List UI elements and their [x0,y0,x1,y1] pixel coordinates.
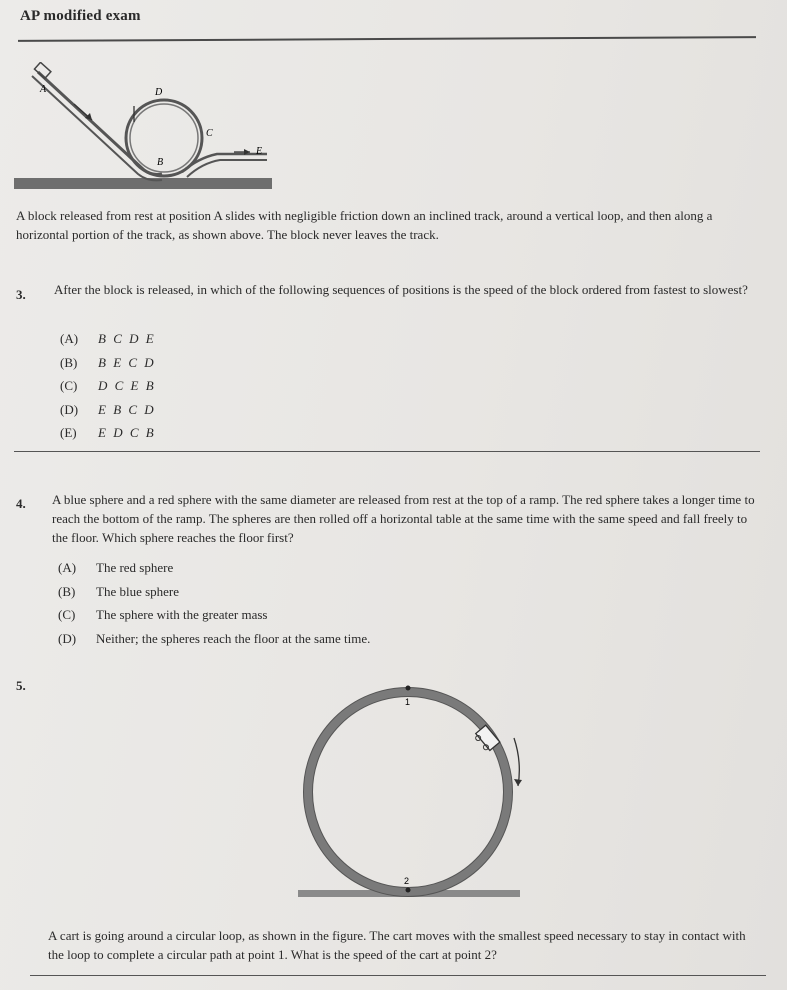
vertical-loop-inner [130,104,198,172]
block-at-a [34,62,50,78]
option-4c[interactable]: (C) The sphere with the greater mass [58,607,268,623]
label-e: E [256,146,263,157]
exit-track-lower [187,160,267,177]
question-4-text: A blue sphere and a red sphere with the same diameter are released from rest at the top of a ramp. The red sphere takes a longer time to reach the bottom of the ramp. The spheres are then rolled off a horizontal table at the same time with the same speed and fall freely to the floor. Which sphere reaches the floor first? [52,492,755,545]
ground-slab [14,178,272,189]
exit-track [182,154,267,172]
option-3e[interactable]: (E) E D C B [60,425,156,441]
footer-divider [30,975,766,976]
question-5-text: A cart is going around a circular loop, as shown in the figure. The cart moves with the smallest speed necessary to stay in contact with the loop to complete a circular path at point 1. What is the speed of the cart at point 2? [48,928,746,962]
incline-loop-figure [12,62,282,192]
question-divider [14,451,760,452]
question-4-number: 4. [16,496,26,511]
option-3c[interactable]: (C) D C E B [60,378,156,394]
option-4d[interactable]: (D) Neither; the spheres reach the floor at the same time. [58,630,371,646]
option-4b[interactable]: (B) The blue sphere [58,583,180,599]
label-b: B [157,157,164,168]
intro-paragraph: A block released from rest at position A slides with negligible friction down an inclined track, around a vertical loop, and then along a horizontal portion of the track, as shown above. The block never leaves the track. [16,208,713,242]
page-title: AP modified exam [20,8,141,24]
label-c: C [206,128,213,139]
point-1-dot [406,686,411,691]
question-4-options [58,556,370,650]
point-1-label: 1 [405,697,411,707]
cart-motion-arrow [514,738,519,786]
circular-loop [308,692,508,892]
option-3d[interactable]: (D) E B C D [60,401,156,417]
cart-motion-arrowhead [514,779,522,786]
point-2-dot [406,888,411,893]
label-d: D [155,87,163,98]
header-divider [18,36,756,42]
question-3-text: After the block is released, in which of the following sequences of positions is the speed of the block ordered from fastest to slowest? [54,282,748,297]
option-3b[interactable]: (B) B E C D [60,354,156,370]
question-3-options [60,327,156,445]
loop-inner-edge [313,697,504,888]
point-2-label: 2 [404,876,410,886]
question-3-number: 3. [16,287,26,302]
label-a: A [40,84,47,95]
incline-track [38,72,162,175]
circular-loop-figure [296,676,524,904]
question-5-number: 5. [16,678,26,693]
option-3a[interactable]: (A) B C D E [60,331,156,346]
option-4a[interactable]: (A) The red sphere [58,560,174,575]
